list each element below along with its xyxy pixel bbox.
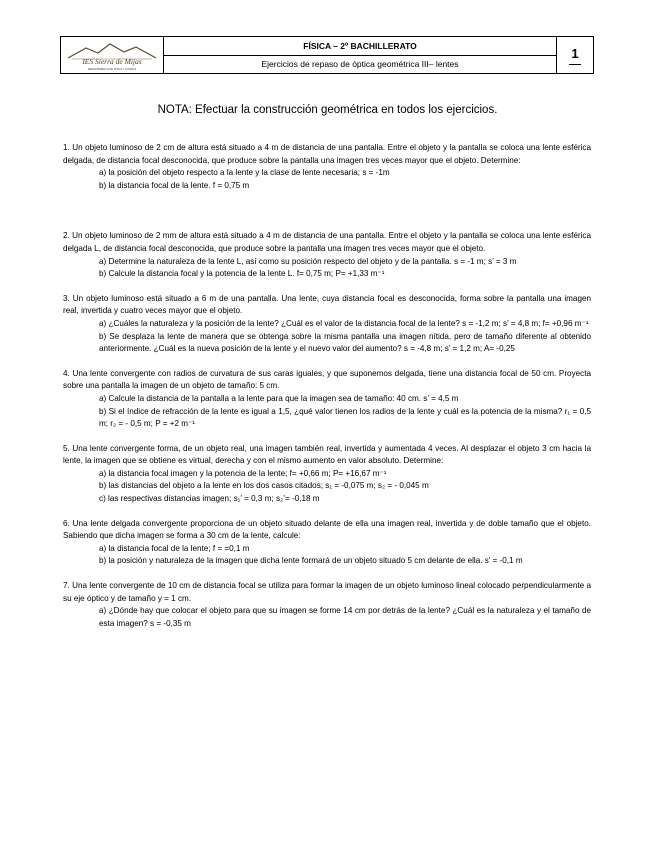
exercise-item: a) ¿Dónde hay que colocar el objeto para que su imagen se forme 14 cm por detrás de la lente? ¿Cuál es la naturaleza y el tamaño de esta imagen? s = -0,35 m	[99, 606, 591, 628]
exercise-item: b) la posición y naturaleza de la imagen que dicha lente formará de un objeto situado 5 cm delante de ella. s’ = -0,1 m	[99, 556, 523, 566]
exercise-item: b) Calcule la distancia focal y la potencia de la lente L. f= 0,75 m; P= +1,33 m⁻¹	[99, 269, 385, 279]
exercise-item: a) la posición del objeto respecto a la lente y la clase de lente necesaria; s = -1m	[99, 168, 390, 178]
exercise-statement: 6. Una lente delgada convergente proporciona de un objeto situado delante de ella una imagen real, invertida y de doble tamaño que el objeto. Sabiendo que dicha imagen se forma a 30 cm de la lente, calcule:	[63, 518, 591, 541]
exercise-item: b) Se desplaza la lente de manera que se obtenga sobre la misma pantalla una imagen nítida, pero de tamaño diferente al obtenido anteriormente. ¿Cuál es la nueva posición de la lente y el nuevo valor del aumento? s = -4,8 m; s’ = 1,2 m; A= -0,25	[99, 331, 591, 354]
school-logo	[61, 37, 164, 73]
exercise-4	[63, 368, 591, 431]
exercise-3	[63, 293, 591, 356]
exercise-statement: 1. Un objeto luminoso de 2 cm de altura está situado a 4 m de distancia de una pantalla. Entre el objeto y la pantalla se coloca una lente esférica delgada, de distancia focal desconocida, que produce sobre la pantalla una imagen tres veces mayor que el objeto. Determine:	[63, 143, 591, 165]
exercise-statement: 2. Un objeto luminoso de 2 mm de altura está situado a 4 m de distancia de una pantalla. Entre el objeto y la pantalla se coloca una lente esférica delgada L, de distancia focal desconocida, que produce sobre la pantalla una imagen tres veces mayor que el objeto.	[63, 231, 591, 253]
header-titles	[164, 37, 557, 73]
exercise-item: b) Si el índice de refracción de la lente es igual a 1,5, ¿qué valor tienen los radios de la lente y cuál es la potencia de la misma? r₁ = 0,5 m; r₂ = - 0,5 m; P = +2 m⁻¹	[99, 406, 591, 429]
exercise-item: a) la distancia focal de la lente; f = =0,1 m	[99, 543, 250, 553]
page-number: 1	[569, 46, 580, 65]
subject-title: FÍSICA – 2º BACHILLERATO	[164, 37, 556, 56]
exercise-1	[63, 142, 591, 192]
exercise-2	[63, 230, 591, 280]
exercise-item: a) Determine la naturaleza de la lente L, así como su posición respecto del objeto y de la pantalla. s = -1 m; s’ = 3 m	[99, 256, 517, 266]
topic-title: Ejercicios de repaso de óptica geométrica III– lentes	[261, 59, 459, 70]
exercise-item: a) ¿Cuáles la naturaleza y la posición de la lente? ¿Cuál es el valor de la distancia focal de la lente? s = -1,2 m; s’ = 4,8 m; f= +0,96 m⁻¹	[99, 318, 589, 328]
construction-note: NOTA: Efectuar la construcción geométrica en todos los ejercicios.	[157, 104, 498, 116]
exercise-item: b) las distancias del objeto a la lente en los dos casos citados; s₁ = -0,075 m; s₂ = - 0,045 m	[99, 481, 429, 491]
logo-subtext: DEPARTAMENTO DE FÍSICA Y QUÍMICA	[87, 68, 137, 71]
exercise-item: c) las respectivas distancias imagen; s₁’ = 0,3 m; s₂’= -0,18 m	[99, 494, 320, 504]
exercise-statement: 5. Una lente convergente forma, de un objeto real, una imagen también real, invertida y aumentada 4 veces. Al desplazar el objeto 3 cm hacia la lente, la imagen que se obtiene es virtual, derecha y con el mismo aumento en valor absoluto. Determine:	[63, 443, 591, 466]
exercise-statement: 7. Una lente convergente de 10 cm de distancia focal se utiliza para formar la imagen de un objeto luminoso lineal colocado perpendicularmente a su eje óptico y de tamaño y = 1 cm.	[63, 581, 591, 603]
mountain-logo-icon	[64, 38, 160, 72]
exercise-item: a) la distancia focal imagen y la potencia de la lente; f= +0,66 m; P= +16,67 m⁻¹	[99, 468, 387, 478]
exercise-6	[63, 518, 591, 568]
document-header	[60, 36, 594, 74]
exercise-statement: 4. Una lente convergente con radios de curvatura de sus caras iguales, y que suponemos delgada, tiene una distancia focal de 50 cm. Proyecta sobre una pantalla la imagen de un objeto de tamaño: 5 cm.	[63, 368, 591, 391]
exercise-5	[63, 443, 591, 506]
exercise-item: a) Calcule la distancia de la pantalla a la lente para que la imagen sea de tamaño: 40 cm. s’ = 4,5 m	[99, 393, 459, 403]
exercise-item: b) la distancia focal de la lente. f = 0,75 m	[99, 180, 250, 190]
exercise-statement: 3. Un objeto luminoso está situado a 6 m de una pantalla. Una lente, cuya distancia focal es desconocida, forma sobre la pantalla una imagen real, invertida y cuatro veces mayor que el objeto.	[63, 293, 591, 316]
logo-text: IES Sierra de Mijas	[82, 57, 142, 66]
page-number-cell	[557, 37, 593, 73]
exercise-list	[63, 142, 591, 630]
exercise-7	[63, 580, 591, 630]
